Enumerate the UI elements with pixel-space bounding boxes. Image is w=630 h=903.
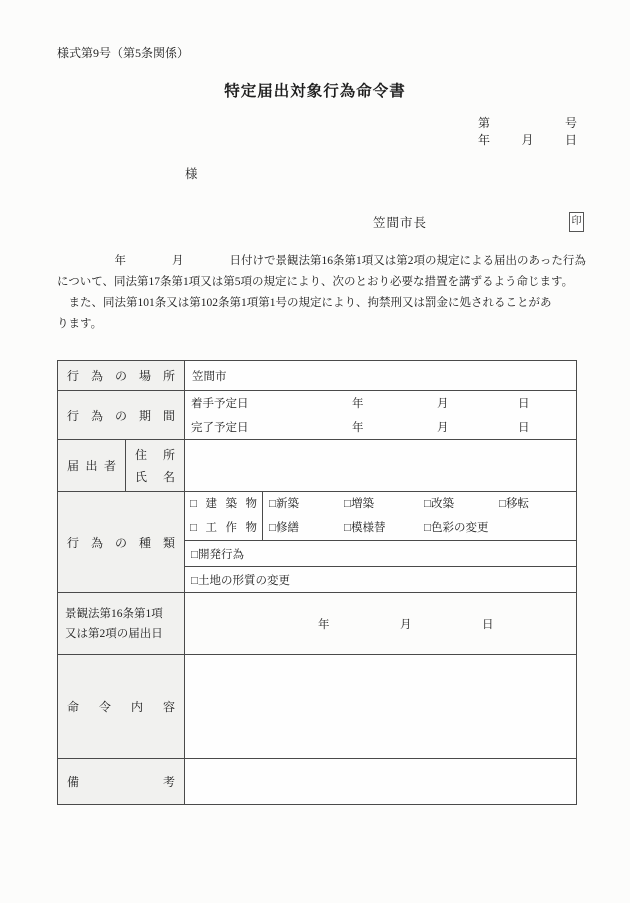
remarks-value xyxy=(185,759,577,805)
option-shikisai-checkbox: □色彩の変更 xyxy=(424,522,489,534)
doc-number-block xyxy=(478,115,577,148)
row-remarks xyxy=(58,759,577,805)
doc-date-line xyxy=(478,132,577,149)
notifier-label: 届 出 者 xyxy=(58,440,126,492)
option-zochiku-checkbox: □増築 xyxy=(344,498,374,510)
building-checkbox: □ 建 築 物 xyxy=(190,498,258,510)
period-start-month: 月 xyxy=(437,398,449,410)
doc-number-prefix: 第 xyxy=(478,116,491,130)
notification-date-label-line1: 景観法第16条第1項 xyxy=(65,607,163,620)
period-end-day: 日 xyxy=(518,422,530,434)
seal-mark: 印 xyxy=(569,212,584,232)
addressee-honorific: 様 xyxy=(185,167,198,181)
notifier-sublabels xyxy=(126,440,185,492)
period-start-year: 年 xyxy=(352,398,364,410)
option-iten-checkbox: □移転 xyxy=(499,498,529,510)
act-type-category-cell xyxy=(185,492,263,541)
structure-options-line xyxy=(269,516,576,540)
notification-date-value xyxy=(185,593,577,655)
period-value xyxy=(185,391,577,440)
option-shinchiku-checkbox: □新築 xyxy=(269,498,299,510)
row-period xyxy=(58,391,577,440)
form-number: 様式第9号（第5条関係） xyxy=(57,46,190,60)
row-order xyxy=(58,655,577,759)
period-label: 行 為 の 期 間 xyxy=(58,391,185,440)
issuer-name: 笠間市長 xyxy=(373,216,428,230)
form-table xyxy=(57,360,577,805)
development-checkbox: □開発行為 xyxy=(185,541,577,567)
document-title: 特定届出対象行為命令書 xyxy=(224,83,406,100)
body-line-1: 年 月 日付けで景観法第16条第1項又は第2項の規定による届出のあった行為 xyxy=(57,255,586,267)
period-start-day: 日 xyxy=(518,398,530,410)
doc-date-year: 年 xyxy=(478,132,491,147)
row-act-type-checkboxes xyxy=(58,492,577,541)
order-value xyxy=(185,655,577,759)
row-notifier xyxy=(58,440,577,492)
doc-number-line xyxy=(478,115,577,132)
land-change-checkbox: □土地の形質の変更 xyxy=(185,567,577,593)
body-line-3: また、同法第101条又は第102条第1項第1号の規定により、拘禁刑又は罰金に処されることがあ xyxy=(57,297,552,309)
body-paragraph xyxy=(57,251,592,335)
doc-date-day: 日 xyxy=(564,132,577,147)
act-type-options-cell xyxy=(263,492,577,541)
notification-date-day: 日 xyxy=(482,618,494,631)
place-label: 行 為 の 場 所 xyxy=(58,361,185,391)
period-start-line xyxy=(185,391,576,415)
notification-date-month: 月 xyxy=(400,618,412,631)
body-line-4: ります。 xyxy=(57,318,103,330)
option-shuzen-checkbox: □修繕 xyxy=(269,522,299,534)
place-value: 笠間市 xyxy=(185,361,577,391)
option-moyogae-checkbox: □模様替 xyxy=(344,522,386,534)
notification-date-label-line2: 又は第2項の届出日 xyxy=(65,627,163,640)
doc-date-month: 月 xyxy=(521,132,534,147)
body-line-2: について、同法第17条第1項又は第5項の規定により、次のとおり必要な措置を講ずるよう命じます。 xyxy=(57,276,574,288)
option-kaichiku-checkbox: □改築 xyxy=(424,498,454,510)
row-notification-date xyxy=(58,593,577,655)
period-end-month: 月 xyxy=(437,422,449,434)
doc-number-suffix: 号 xyxy=(564,116,577,130)
building-options-line xyxy=(269,492,576,516)
remarks-label: 備 考 xyxy=(58,759,185,805)
period-end-line xyxy=(185,415,576,439)
period-end-year: 年 xyxy=(352,422,364,434)
notifier-address-label: 住 所 xyxy=(135,447,176,462)
row-place xyxy=(58,361,577,391)
period-start-label: 着手予定日 xyxy=(191,398,249,410)
notification-date-year: 年 xyxy=(318,618,330,631)
structure-checkbox: □ 工 作 物 xyxy=(190,522,258,534)
notification-date-label xyxy=(58,593,185,655)
period-end-label: 完了予定日 xyxy=(191,422,249,434)
order-label: 命 令 内 容 xyxy=(58,655,185,759)
notifier-name-label: 氏 名 xyxy=(135,469,176,484)
notifier-value xyxy=(185,440,577,492)
act-type-label: 行 為 の 種 類 xyxy=(58,492,185,593)
